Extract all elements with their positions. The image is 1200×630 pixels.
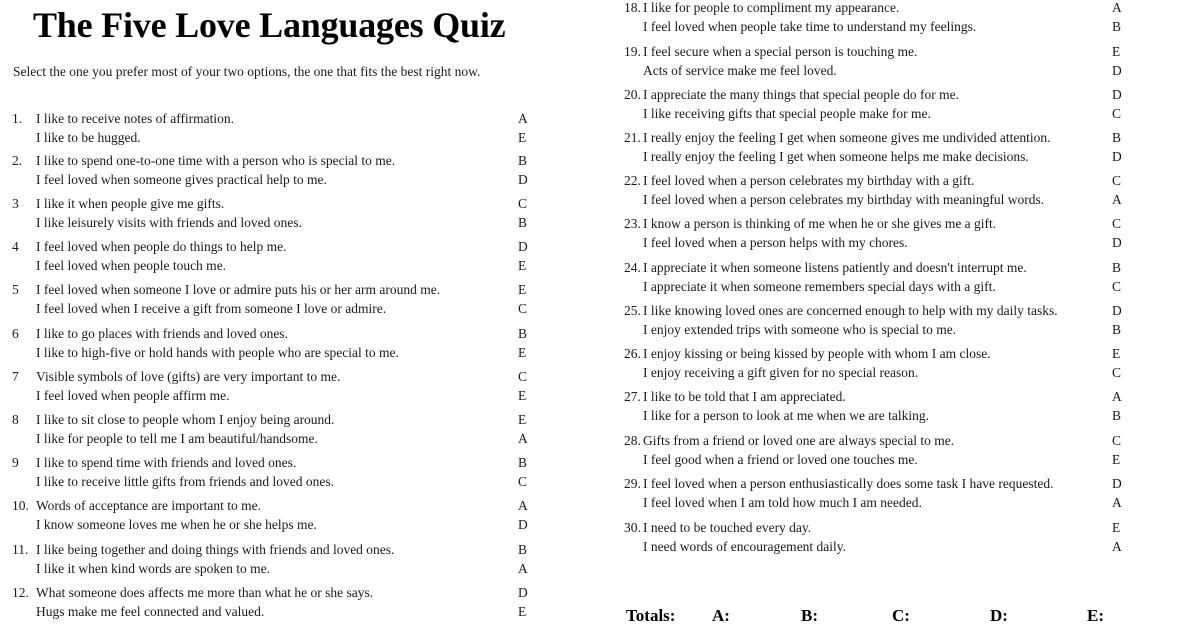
- question-item: [624, 0, 1144, 36]
- option-b[interactable]: I like for people to tell me I am beautiful/handsome.: [36, 431, 318, 446]
- option-a[interactable]: Words of acceptance are important to me.: [36, 498, 261, 513]
- option-a[interactable]: I like it when people give me gifts.: [36, 196, 225, 211]
- option-a[interactable]: I like knowing loved ones are concerned enough to help with my daily tasks.: [643, 303, 1058, 318]
- option-b[interactable]: I feel loved when a person helps with my chores.: [643, 235, 908, 250]
- option-b-code: E: [518, 388, 527, 403]
- question-number: 6: [12, 326, 19, 341]
- option-b-code: B: [1112, 19, 1122, 34]
- question-item: [624, 171, 1144, 209]
- option-a[interactable]: I feel secure when a special person is touching me.: [643, 44, 918, 59]
- option-b-code: B: [518, 215, 528, 230]
- option-a-code: B: [518, 153, 528, 168]
- option-a-code: B: [1112, 130, 1122, 145]
- option-b-code: B: [1112, 322, 1122, 337]
- option-b-code: E: [1112, 452, 1121, 467]
- option-b[interactable]: I know someone loves me when he or she helps me.: [36, 517, 317, 532]
- option-b[interactable]: I like receiving gifts that special people make for me.: [643, 106, 931, 121]
- question-item: [12, 324, 532, 362]
- total-a-field[interactable]: A:: [712, 606, 730, 625]
- question-number: 3: [12, 196, 19, 211]
- question-item: [12, 583, 532, 621]
- question-number: 19.: [624, 44, 641, 59]
- page-title: The Five Love Languages Quiz: [33, 5, 506, 45]
- question-number: 10.: [12, 498, 29, 513]
- option-a[interactable]: I really enjoy the feeling I get when someone gives me undivided attention.: [643, 130, 1051, 145]
- total-b-field[interactable]: B:: [801, 606, 818, 625]
- option-b[interactable]: I really enjoy the feeling I get when someone helps me make decisions.: [643, 149, 1029, 164]
- option-a[interactable]: I feel loved when a person enthusiastically does some task I have requested.: [643, 476, 1054, 491]
- option-a-code: D: [1112, 303, 1122, 318]
- option-b[interactable]: I like leisurely visits with friends and loved ones.: [36, 215, 302, 230]
- option-b[interactable]: I feel loved when someone gives practical help to me.: [36, 172, 327, 187]
- option-a-code: B: [518, 326, 528, 341]
- option-b-code: E: [518, 604, 527, 619]
- option-a[interactable]: I feel loved when people do things to help me.: [36, 239, 287, 254]
- option-b[interactable]: I like for a person to look at me when we are talking.: [643, 408, 930, 423]
- option-b-code: D: [1112, 235, 1122, 250]
- option-a-code: C: [518, 369, 528, 384]
- question-number: 8: [12, 412, 19, 427]
- option-a[interactable]: What someone does affects me more than what he or she says.: [36, 585, 374, 600]
- option-b-code: E: [518, 258, 527, 273]
- option-b[interactable]: I feel loved when a person celebrates my birthday with meaningful words.: [643, 192, 1045, 207]
- option-a-code: D: [518, 585, 528, 600]
- question-number: 1.: [12, 111, 23, 126]
- option-a[interactable]: I appreciate it when someone listens patiently and doesn't interrupt me.: [643, 260, 1027, 275]
- option-b[interactable]: I like it when kind words are spoken to me.: [36, 561, 270, 576]
- option-b[interactable]: I need words of encouragement daily.: [643, 539, 847, 554]
- option-b[interactable]: I feel loved when people take time to understand my feelings.: [643, 19, 977, 34]
- question-number: 9: [12, 455, 19, 470]
- question-item: [12, 367, 532, 405]
- option-a[interactable]: I need to be touched every day.: [643, 520, 812, 535]
- option-a[interactable]: I like to sit close to people whom I enjoy being around.: [36, 412, 335, 427]
- option-a-code: E: [518, 282, 527, 297]
- question-item: [624, 344, 1144, 382]
- option-a[interactable]: I know a person is thinking of me when he or she gives me a gift.: [643, 216, 997, 231]
- option-b-code: E: [518, 130, 527, 145]
- option-b[interactable]: I appreciate it when someone remembers special days with a gift.: [643, 279, 996, 294]
- option-a-code: A: [518, 498, 528, 513]
- question-item: [624, 474, 1144, 512]
- question-number: 7: [12, 369, 19, 384]
- option-a-code: E: [1112, 44, 1121, 59]
- option-a-code: C: [518, 196, 528, 211]
- question-item: [12, 540, 532, 578]
- question-number: 22.: [624, 173, 641, 188]
- option-b-code: D: [518, 172, 528, 187]
- option-b-code: A: [1112, 192, 1122, 207]
- option-a-code: C: [1112, 433, 1122, 448]
- option-a[interactable]: I feel loved when a person celebrates my birthday with a gift.: [643, 173, 975, 188]
- question-item: [624, 431, 1144, 469]
- question-item: [624, 85, 1144, 123]
- option-b[interactable]: I feel loved when people affirm me.: [36, 388, 230, 403]
- option-a-code: D: [1112, 476, 1122, 491]
- question-number: 25.: [624, 303, 641, 318]
- option-b-code: C: [1112, 106, 1122, 121]
- option-b-code: D: [1112, 63, 1122, 78]
- total-c-field[interactable]: C:: [892, 606, 910, 625]
- question-number: 27.: [624, 389, 641, 404]
- question-item: [624, 387, 1144, 425]
- question-item: [624, 301, 1144, 339]
- option-b-code: D: [518, 517, 528, 532]
- question-number: 4: [12, 239, 19, 254]
- question-item: [12, 410, 532, 448]
- question-item: [12, 496, 532, 534]
- question-number: 23.: [624, 216, 641, 231]
- option-b-code: A: [1112, 539, 1122, 554]
- total-e-field[interactable]: E:: [1087, 606, 1104, 625]
- option-a[interactable]: I like to spend one-to-one time with a person who is special to me.: [36, 153, 396, 168]
- option-a[interactable]: I like to be told that I am appreciated.: [643, 389, 846, 404]
- question-item: [12, 151, 532, 189]
- option-b-code: C: [518, 474, 528, 489]
- totals-label: Totals:: [626, 606, 676, 625]
- question-number: 11.: [12, 542, 29, 557]
- total-d-field[interactable]: D:: [990, 606, 1008, 625]
- option-b[interactable]: Hugs make me feel connected and valued.: [36, 604, 265, 619]
- question-item: [12, 280, 532, 318]
- question-item: [12, 109, 532, 147]
- question-item: [624, 214, 1144, 252]
- option-a-code: E: [518, 412, 527, 427]
- option-b[interactable]: I feel loved when people touch me.: [36, 258, 227, 273]
- option-b[interactable]: I like to be hugged.: [36, 130, 141, 145]
- question-number: 18.: [624, 0, 641, 15]
- option-b-code: C: [518, 301, 528, 316]
- option-a-code: B: [518, 542, 528, 557]
- option-a-code: A: [1112, 0, 1122, 15]
- option-b[interactable]: I feel loved when I receive a gift from someone I love or admire.: [36, 301, 387, 316]
- question-item: [624, 42, 1144, 80]
- option-a[interactable]: I like to spend time with friends and loved ones.: [36, 455, 297, 470]
- option-b[interactable]: I like to high-five or hold hands with people who are special to me.: [36, 345, 399, 360]
- question-item: [12, 453, 532, 491]
- option-a[interactable]: Visible symbols of love (gifts) are very important to me.: [36, 369, 341, 384]
- option-b-code: C: [1112, 365, 1122, 380]
- question-number: 5: [12, 282, 19, 297]
- option-b-code: C: [1112, 279, 1122, 294]
- option-a-code: E: [1112, 520, 1121, 535]
- question-item: [624, 518, 1144, 556]
- option-a[interactable]: I like being together and doing things with friends and loved ones.: [36, 542, 395, 557]
- option-b-code: B: [1112, 408, 1122, 423]
- option-b[interactable]: I like to receive little gifts from friends and loved ones.: [36, 474, 335, 489]
- question-item: [624, 258, 1144, 296]
- question-number: 29.: [624, 476, 641, 491]
- option-b[interactable]: I enjoy extended trips with someone who is special to me.: [643, 322, 957, 337]
- question-item: [624, 128, 1144, 166]
- option-a-code: D: [518, 239, 528, 254]
- option-a[interactable]: I appreciate the many things that special people do for me.: [643, 87, 960, 102]
- option-a[interactable]: I feel loved when someone I love or admire puts his or her arm around me.: [36, 282, 441, 297]
- question-number: 12.: [12, 585, 29, 600]
- option-b-code: A: [1112, 495, 1122, 510]
- option-a-code: A: [1112, 389, 1122, 404]
- question-item: [12, 194, 532, 232]
- option-b[interactable]: I enjoy receiving a gift given for no special reason.: [643, 365, 919, 380]
- question-number: 30.: [624, 520, 641, 535]
- question-number: 21.: [624, 130, 641, 145]
- option-b-code: D: [1112, 149, 1122, 164]
- option-a[interactable]: I enjoy kissing or being kissed by people with whom I am close.: [643, 346, 991, 361]
- option-a-code: C: [1112, 173, 1122, 188]
- question-number: 2.: [12, 153, 23, 168]
- option-a-code: A: [518, 111, 528, 126]
- option-a-code: B: [1112, 260, 1122, 275]
- option-a-code: B: [518, 455, 528, 470]
- option-a[interactable]: I like for people to compliment my appearance.: [643, 0, 900, 15]
- option-b[interactable]: I feel loved when I am told how much I am needed.: [643, 495, 922, 510]
- option-a-code: D: [1112, 87, 1122, 102]
- question-number: 26.: [624, 346, 641, 361]
- option-b-code: E: [518, 345, 527, 360]
- option-a[interactable]: I like to receive notes of affirmation.: [36, 111, 235, 126]
- question-number: 28.: [624, 433, 641, 448]
- instructions: Select the one you prefer most of your two options, the one that fits the best right now.: [13, 64, 481, 79]
- option-b[interactable]: I feel good when a friend or loved one touches me.: [643, 452, 918, 467]
- option-b[interactable]: Acts of service make me feel loved.: [643, 63, 837, 78]
- option-a[interactable]: I like to go places with friends and loved ones.: [36, 326, 288, 341]
- option-b-code: A: [518, 431, 528, 446]
- question-item: [12, 237, 532, 275]
- option-a-code: C: [1112, 216, 1122, 231]
- option-b-code: A: [518, 561, 528, 576]
- question-number: 24.: [624, 260, 641, 275]
- question-number: 20.: [624, 87, 641, 102]
- option-a-code: E: [1112, 346, 1121, 361]
- option-a[interactable]: Gifts from a friend or loved one are always special to me.: [643, 433, 955, 448]
